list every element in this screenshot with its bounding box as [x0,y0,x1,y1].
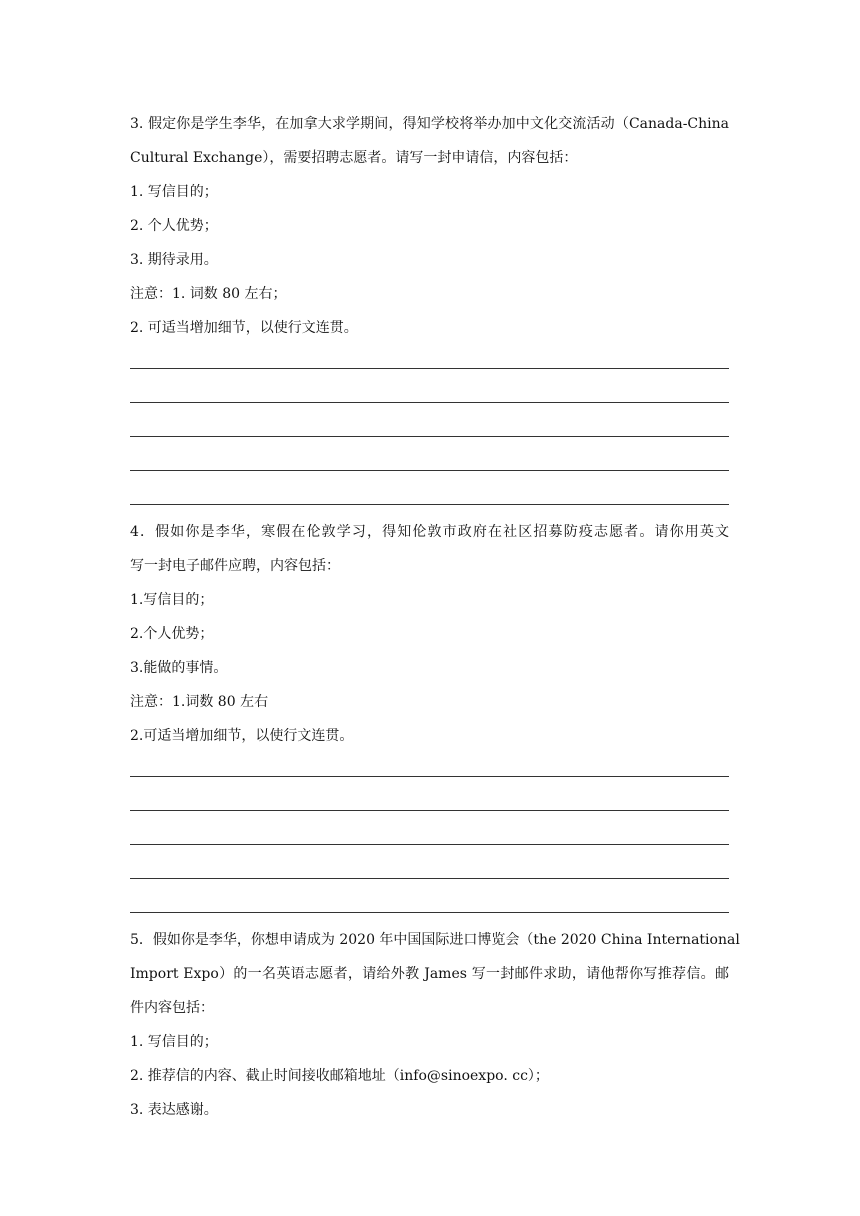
q4-item-2: 2.个人优势； [130,626,214,642]
answer-line [130,889,729,923]
q5-item-1: 1. 写信目的； [130,1034,218,1050]
answer-line [130,447,729,481]
answer-line [130,753,729,787]
answer-line [130,787,729,821]
q5-prompt-line-1: 5．假如你是李华，你想申请成为 2020 年中国国际进口博览会（the 2020 China International [130,932,740,948]
q4-item-1: 1.写信目的； [130,592,214,608]
q4-note-1: 注意：1.词数 80 左右 [130,694,269,710]
answer-line [130,413,729,447]
q4-note-2: 2.可适当增加细节，以使行文连贯。 [130,728,354,744]
answer-line [130,379,729,413]
q3-item-2: 2. 个人优势； [130,218,218,234]
answer-line [130,855,729,889]
q3-item-1: 1. 写信目的； [130,184,218,200]
q5-prompt-line-2: Import Expo）的一名英语志愿者，请给外教 James 写一封邮件求助，请他帮你写推荐信。邮 [130,966,729,982]
answer-line [130,481,729,515]
q5-item-2: 2. 推荐信的内容、截止时间接收邮箱地址（info@sinoexpo. cc）； [130,1068,549,1084]
q4-prompt-line-2: 写一封电子邮件应聘，内容包括： [130,558,340,574]
answer-line [130,345,729,379]
q3-prompt-line-1: 3. 假定你是学生李华，在加拿大求学期间，得知学校将举办加中文化交流活动（Canada-China [130,116,729,132]
q3-item-3: 3. 期待录用。 [130,252,218,268]
q5-item-3: 3. 表达感谢。 [130,1102,218,1118]
q4-item-3: 3.能做的事情。 [130,660,228,676]
q3-prompt-line-2: Cultural Exchange），需要招聘志愿者。请写一封申请信，内容包括： [130,150,578,166]
q5-prompt-line-3: 件内容包括： [130,1000,214,1016]
q3-note-1: 注意：1. 词数 80 左右； [130,286,287,302]
document-page [130,107,740,1127]
q3-note-2: 2. 可适当增加细节，以使行文连贯。 [130,320,358,336]
answer-line [130,821,729,855]
q4-prompt-line-1: 4．假如你是李华，寒假在伦敦学习，得知伦敦市政府在社区招募防疫志愿者。请你用英文 [130,524,729,540]
